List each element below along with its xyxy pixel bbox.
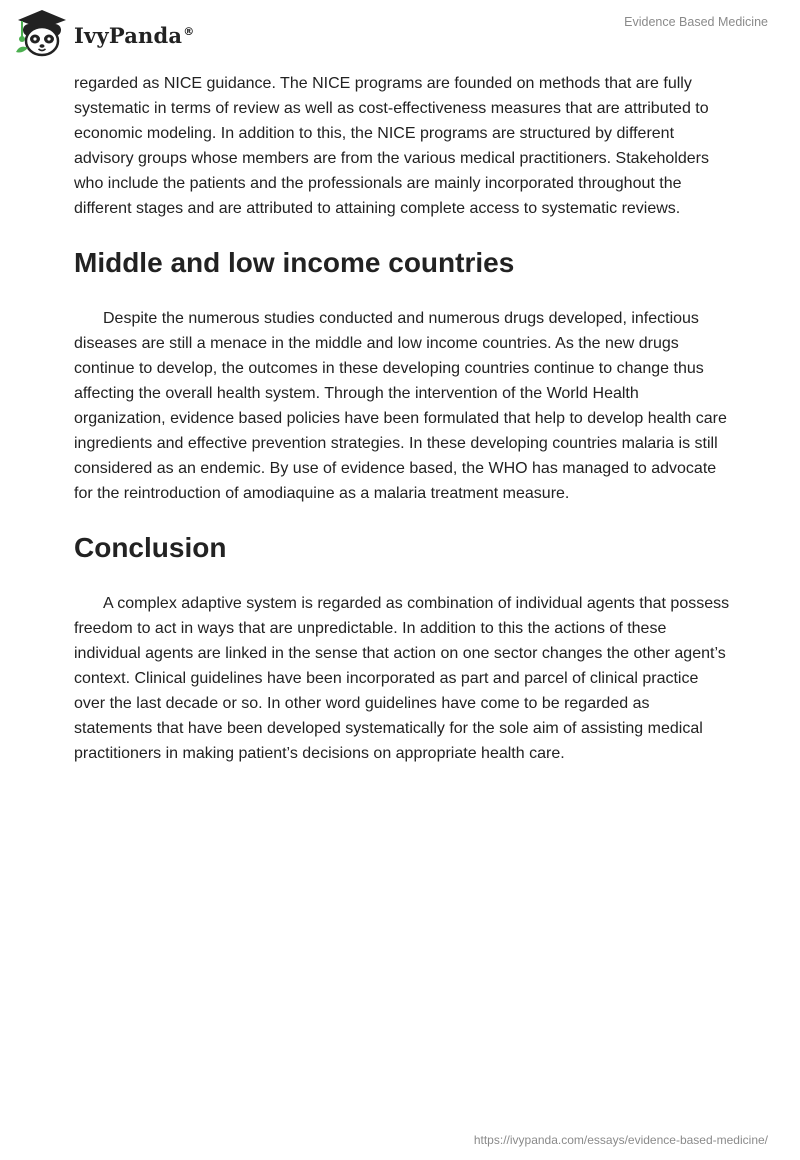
intro-paragraph: regarded as NICE guidance. The NICE programs are founded on methods that are fully systematic in terms of review as well as cost-effectiveness measures that are attributed to economic modeling. In addition to this, the NICE programs are structured by different advisory groups whose members are from the various medical practitioners. Stakeholders who include the patients and the professionals are mainly incorporated throughout the different stages and are attributed to attaining complete access to systematic reviews. <box>74 75 709 217</box>
page-header <box>0 0 800 64</box>
panda-graduate-icon <box>14 8 70 58</box>
ivypanda-logo[interactable] <box>14 8 194 58</box>
section-paragraph-conclusion: A complex adaptive system is regarded as combination of individual agents that possess freedom to act in ways that are unpredictable. In addition to this the actions of these individual agents are linked in the sense that action on one sector changes the other agent’s context. Clinical guidelines have been incorporated as part and parcel of clinical practice over the last decade or so. In other word guidelines have come to be regarded as statements that have been developed systematically for the sole aim of assisting medical practitioners in making patient’s decisions on appropriate health care. <box>74 595 730 762</box>
brand-name: IvyPanda® <box>74 22 195 48</box>
document-title: Evidence Based Medicine <box>624 15 768 29</box>
registered-mark: ® <box>183 24 195 38</box>
section-heading-middle-low-income: Middle and low income countries <box>74 247 515 278</box>
section-paragraph-middle-low-income: Despite the numerous studies conducted and numerous drugs developed, infectious diseases are still a menace in the middle and low income countries. As the new drugs continue to develop, the outcomes in these developing countries continue to change thus affecting the overall health system. Through the intervention of the World Health organization, evidence based policies have been formulated that help to develop health care ingredients and effective prevention strategies. In these developing countries malaria is still considered as an endemic. By use of evidence based, the WHO has managed to advocate for the reintroduction of amodiaquine as a malaria treatment measure. <box>74 310 727 502</box>
essay-body <box>74 71 730 766</box>
source-url[interactable]: https://ivypanda.com/essays/evidence-based-medicine/ <box>473 1133 768 1147</box>
section-heading-conclusion: Conclusion <box>74 532 227 563</box>
